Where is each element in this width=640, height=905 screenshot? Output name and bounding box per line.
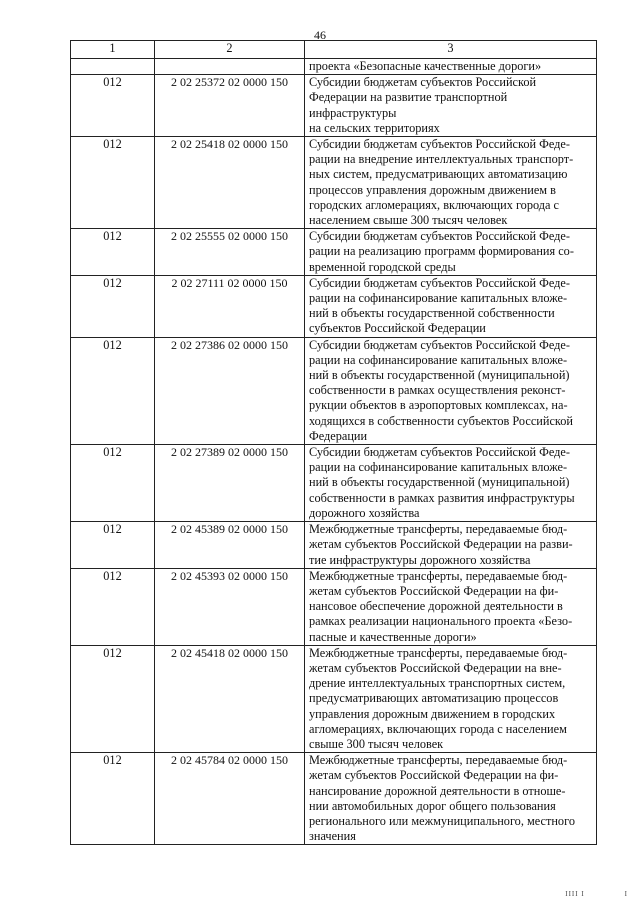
desc-line: Субсидии бюджетам субъектов Российской Феде- — [309, 137, 570, 152]
desc-line: Межбюджетные трансферты, передаваемые бюд- — [309, 568, 568, 583]
desc-line: рамках реализации национального проекта «Безо- — [309, 614, 573, 629]
admin-code-cell: 012 — [71, 522, 155, 569]
desc-line: населением свыше 300 тысяч человек — [309, 213, 508, 228]
desc-line: ных систем, предусматривающих автоматизацию — [309, 167, 568, 182]
description-cell — [305, 75, 597, 137]
table-body — [71, 41, 597, 845]
desc-line: жетам субъектов Российской Федерации на фи- — [309, 768, 559, 783]
desc-line: рукции объектов в аэропортовых комплексах, на- — [309, 398, 568, 413]
continuation-desc-cell — [305, 59, 597, 75]
desc-line: рации на софинансирование капитальных вложе- — [309, 352, 568, 367]
desc-line: агломерациях, включающих города с населением — [309, 721, 567, 736]
desc-line: городских агломерациях, включающих города с — [309, 197, 560, 212]
desc-line: регионального или межмуниципального, местного — [309, 813, 575, 828]
description-cell — [305, 568, 597, 645]
desc-line: пасные и качественные дороги» — [309, 629, 477, 644]
description-cell — [305, 445, 597, 522]
desc-line: проекта «Безопасные качественные дороги» — [309, 59, 542, 73]
desc-line: дрение интеллектуальных транспортных систем, — [309, 676, 566, 691]
description-cell — [305, 645, 597, 752]
budget-code-table — [70, 40, 597, 845]
desc-line: значения — [309, 829, 356, 844]
table-row — [71, 275, 597, 337]
revenue-code-cell: 2 02 27111 02 0000 150 — [155, 275, 305, 337]
description-cell — [305, 753, 597, 845]
table-row — [71, 229, 597, 276]
desc-line: временной городской среды — [309, 259, 456, 274]
desc-line: ний в объекты государственной (муниципальной) — [309, 368, 570, 383]
admin-code-cell: 012 — [71, 445, 155, 522]
description-cell — [305, 229, 597, 276]
admin-code-cell: 012 — [71, 568, 155, 645]
revenue-code-cell: 2 02 25418 02 0000 150 — [155, 137, 305, 229]
desc-line: Субсидии бюджетам субъектов Российской Феде- — [309, 445, 570, 460]
revenue-code-cell: 2 02 25372 02 0000 150 — [155, 75, 305, 137]
description-cell — [305, 337, 597, 444]
revenue-code-cell: 2 02 45784 02 0000 150 — [155, 753, 305, 845]
desc-line: нии автомобильных дорог общего пользования — [309, 798, 556, 813]
table-row — [71, 137, 597, 229]
desc-line: собственности в рамках осуществления реконст- — [309, 383, 566, 398]
desc-line: рации на софинансирование капитальных вложе- — [309, 460, 568, 475]
desc-line: предусматривающих автоматизацию процессов — [309, 691, 559, 706]
desc-line: процессов управления дорожным движением в — [309, 182, 556, 197]
description-cell — [305, 522, 597, 569]
desc-line: ний в объекты государственной собственности — [309, 306, 555, 321]
table-row — [71, 753, 597, 845]
desc-line: ходящихся в собственности субъектов Российской — [309, 413, 573, 428]
footer-marks — [565, 890, 628, 898]
admin-code-cell: 012 — [71, 229, 155, 276]
header-col-1: 1 — [71, 41, 155, 59]
revenue-code-cell: 2 02 27386 02 0000 150 — [155, 337, 305, 444]
continuation-row — [71, 59, 597, 75]
description-cell — [305, 275, 597, 337]
desc-line: Федерации — [309, 428, 368, 443]
admin-code-cell: 012 — [71, 645, 155, 752]
header-col-2: 2 — [155, 41, 305, 59]
header-col-3: 3 — [305, 41, 597, 59]
continuation-kbk-cell — [155, 59, 305, 75]
admin-code-cell: 012 — [71, 275, 155, 337]
desc-line: на сельских территориях — [309, 120, 440, 135]
desc-line: Межбюджетные трансферты, передаваемые бюд- — [309, 753, 568, 768]
footer-mark: IIII I — [565, 890, 585, 898]
desc-line: собственности в рамках развития инфраструктуры — [309, 490, 575, 505]
revenue-code-cell: 2 02 45418 02 0000 150 — [155, 645, 305, 752]
revenue-code-cell: 2 02 25555 02 0000 150 — [155, 229, 305, 276]
desc-line: дорожного хозяйства — [309, 505, 420, 520]
desc-line: жетам субъектов Российской Федерации на фи- — [309, 583, 559, 598]
desc-line: Субсидии бюджетам субъектов Российской Феде- — [309, 337, 570, 352]
revenue-code-cell: 2 02 45393 02 0000 150 — [155, 568, 305, 645]
desc-line: нансовое обеспечение дорожной деятельности в — [309, 599, 563, 614]
revenue-code-cell: 2 02 27389 02 0000 150 — [155, 445, 305, 522]
desc-line: Субсидии бюджетам субъектов Российской Феде- — [309, 229, 570, 244]
page-number: 46 — [314, 28, 326, 42]
table-row — [71, 522, 597, 569]
table-row — [71, 568, 597, 645]
table-row — [71, 337, 597, 444]
desc-line: Межбюджетные трансферты, передаваемые бюд- — [309, 645, 568, 660]
desc-line: нансирование дорожной деятельности в отноше- — [309, 783, 566, 798]
admin-code-cell: 012 — [71, 753, 155, 845]
revenue-code-cell: 2 02 45389 02 0000 150 — [155, 522, 305, 569]
desc-line: свыше 300 тысяч человек — [309, 736, 444, 751]
desc-line: субъектов Российской Федерации — [309, 321, 486, 336]
desc-line: рации на реализацию программ формирования со- — [309, 244, 574, 259]
description-cell — [305, 137, 597, 229]
desc-line: ний в объекты государственной (муниципальной) — [309, 475, 570, 490]
desc-line: Субсидии бюджетам субъектов Российской Феде- — [309, 275, 570, 290]
table-row — [71, 445, 597, 522]
desc-line: Межбюджетные трансферты, передаваемые бюд- — [309, 522, 568, 537]
table-row — [71, 645, 597, 752]
desc-line: жетам субъектов Российской Федерации на вне- — [309, 660, 562, 675]
table-row — [71, 75, 597, 137]
desc-line: управления дорожным движением в городских — [309, 706, 556, 721]
desc-line: тие инфраструктуры дорожного хозяйства — [309, 552, 531, 567]
desc-line: жетам субъектов Российской Федерации на разви- — [309, 537, 573, 552]
admin-code-cell: 012 — [71, 137, 155, 229]
admin-code-cell: 012 — [71, 337, 155, 444]
admin-code-cell: 012 — [71, 75, 155, 137]
table-header-row — [71, 41, 597, 59]
continuation-code-cell — [71, 59, 155, 75]
desc-line: рации на софинансирование капитальных вложе- — [309, 291, 568, 306]
desc-line: рации на внедрение интеллектуальных транспорт- — [309, 152, 574, 167]
desc-line: Субсидии бюджетам субъектов Российской Федерации на развитие транспортной инфраструктуры — [309, 75, 537, 120]
footer-mark: I — [624, 890, 628, 898]
